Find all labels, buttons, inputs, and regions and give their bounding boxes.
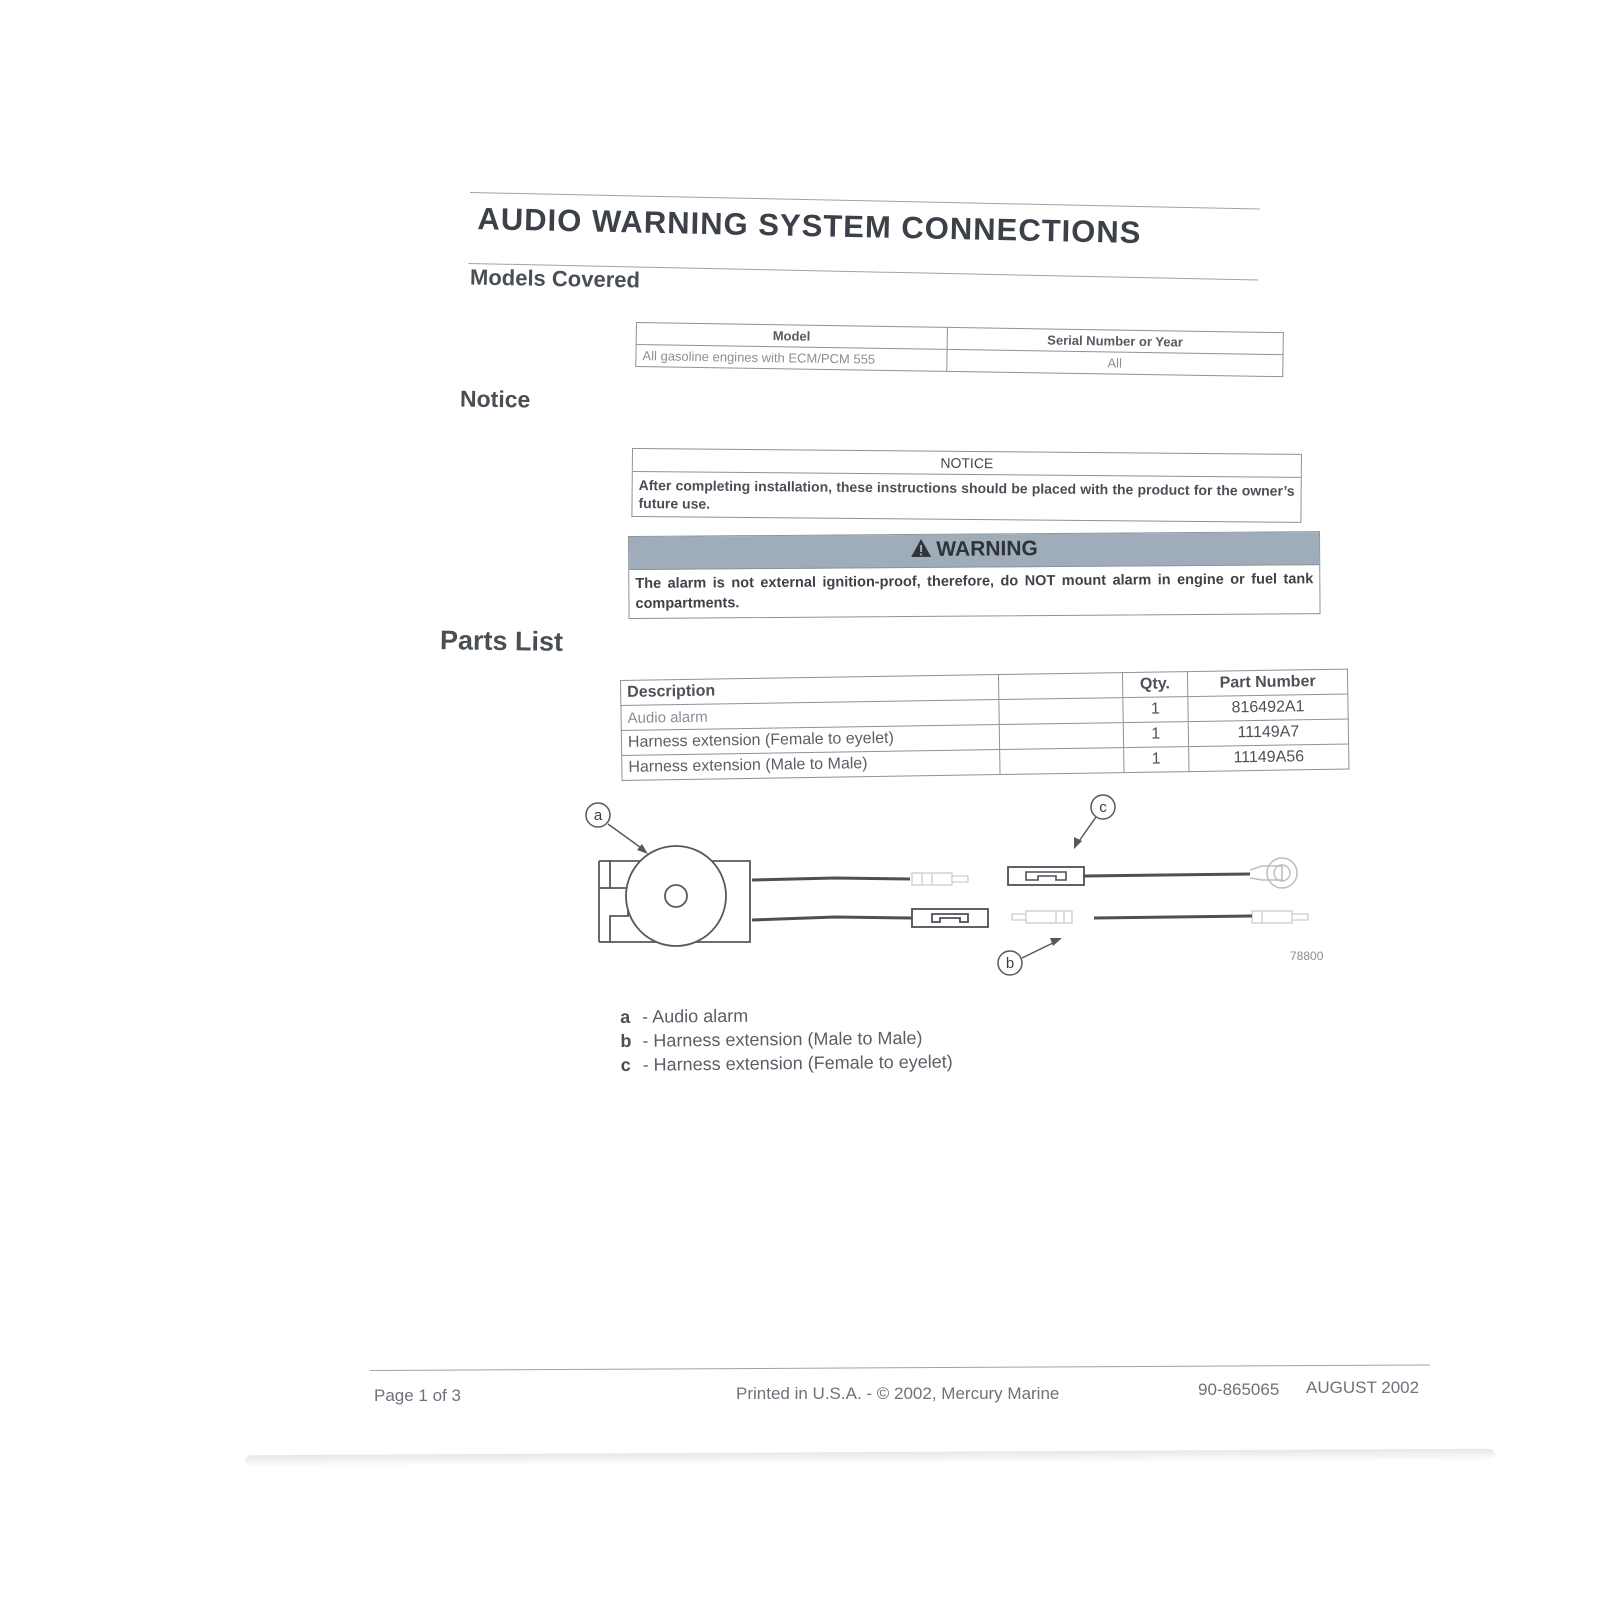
section-heading-models-covered: Models Covered bbox=[469, 264, 641, 293]
figure-number: 78800 bbox=[1290, 949, 1324, 963]
parts-cell-part-number: 11149A7 bbox=[1188, 719, 1348, 747]
parts-cell-qty: 1 bbox=[1123, 747, 1189, 773]
section-heading-notice: Notice bbox=[459, 385, 531, 413]
parts-header-part-number: Part Number bbox=[1187, 669, 1347, 697]
audio-alarm-illustration bbox=[599, 846, 750, 946]
footer-printed: Printed in U.S.A. - © 2002, Mercury Marine bbox=[736, 1384, 1060, 1403]
callout-a-label: a bbox=[593, 807, 603, 824]
page-edge-shadow bbox=[245, 1449, 1495, 1468]
footer-date: AUGUST 2002 bbox=[1306, 1378, 1420, 1397]
parts-cell-blank bbox=[999, 723, 1123, 750]
models-header-serial: Serial Number or Year bbox=[947, 327, 1284, 354]
harness-extension-female-to-eyelet bbox=[1008, 858, 1297, 888]
parts-cell-description: Audio alarm bbox=[621, 700, 999, 731]
callout-b-label: b bbox=[1005, 955, 1015, 972]
parts-cell-blank bbox=[999, 698, 1123, 725]
models-cell-serial: All bbox=[946, 349, 1283, 376]
warning-heading: WARNING bbox=[936, 537, 1038, 561]
callout-a bbox=[586, 803, 648, 854]
diagram-legend bbox=[620, 1002, 953, 1077]
legend-item: a - Audio alarm bbox=[620, 1005, 749, 1027]
parts-header-qty: Qty. bbox=[1122, 672, 1188, 698]
warning-box bbox=[628, 531, 1321, 619]
parts-cell-part-number: 11149A56 bbox=[1189, 744, 1349, 772]
models-cell-model: All gasoline engines with ECM/PCM 555 bbox=[636, 345, 947, 372]
legend-item: c - Harness extension (Female to eyelet) bbox=[620, 1051, 953, 1075]
harness-extension-male-to-male bbox=[1094, 916, 1252, 918]
parts-cell-part-number: 816492A1 bbox=[1188, 694, 1348, 722]
parts-header-blank bbox=[998, 673, 1122, 700]
parts-cell-description: Harness extension (Female to eyelet) bbox=[621, 725, 999, 756]
parts-cell-description: Harness extension (Male to Male) bbox=[622, 750, 1000, 781]
section-heading-parts-list: Parts List bbox=[439, 625, 564, 657]
female-connector bbox=[912, 909, 988, 927]
parts-table bbox=[620, 669, 1349, 781]
models-table bbox=[635, 322, 1284, 377]
page-title: AUDIO WARNING SYSTEM CONNECTIONS bbox=[477, 201, 1142, 251]
notice-box bbox=[631, 448, 1302, 523]
notice-heading: NOTICE bbox=[633, 449, 1301, 478]
parts-cell-blank bbox=[1000, 748, 1124, 775]
parts-cell-qty: 1 bbox=[1122, 697, 1188, 723]
warning-text: The alarm is not external ignition-proof, therefore, do NOT mount alarm in engine or fuel tank compartments. bbox=[635, 571, 1314, 612]
footer-doc-number: 90-865065 bbox=[1198, 1380, 1280, 1399]
models-header-model: Model bbox=[636, 323, 947, 350]
alarm-leads bbox=[752, 878, 912, 920]
parts-cell-qty: 1 bbox=[1123, 722, 1189, 748]
callout-c bbox=[1074, 795, 1115, 849]
warning-header bbox=[629, 532, 1319, 570]
warning-triangle-icon bbox=[910, 538, 932, 564]
footer-rule bbox=[370, 1364, 1430, 1371]
notice-text: After completing installation, these instructions should be placed with the product for the owner’s future use. bbox=[638, 477, 1295, 512]
legend-item: b - Harness extension (Male to Male) bbox=[620, 1027, 923, 1051]
callout-b bbox=[998, 938, 1062, 975]
footer-page-number: Page 1 of 3 bbox=[374, 1386, 461, 1405]
parts-header-description: Description bbox=[621, 675, 999, 706]
callout-c-label: c bbox=[1099, 799, 1107, 816]
wiring-diagram bbox=[590, 799, 1370, 1000]
